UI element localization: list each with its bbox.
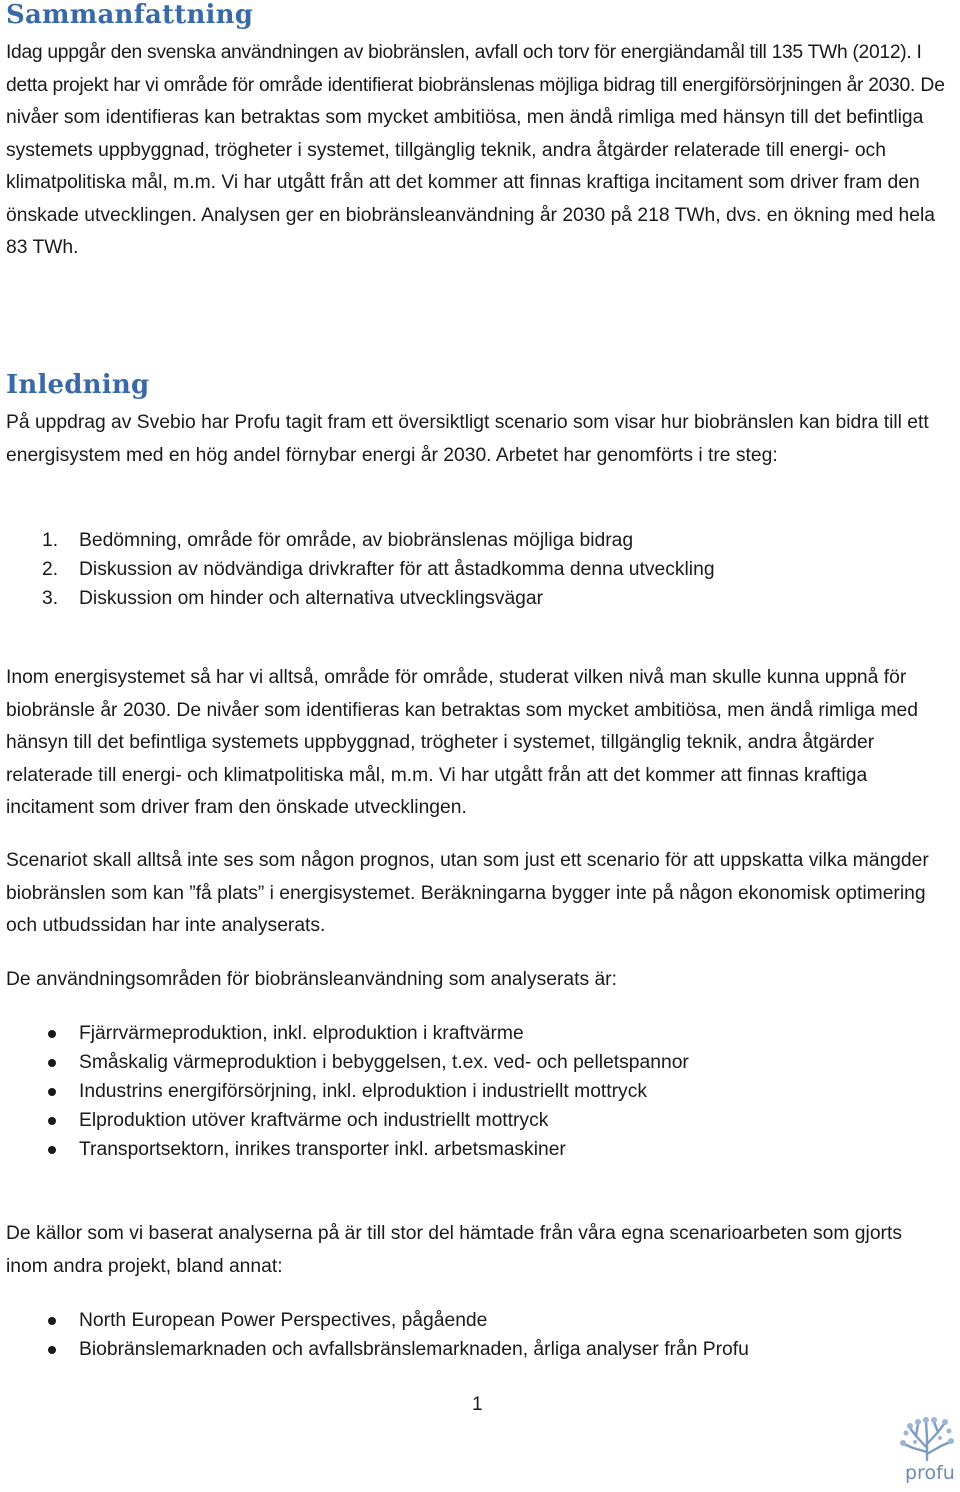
bullet-icon bbox=[48, 1030, 56, 1038]
list-item bbox=[6, 1306, 749, 1335]
sources-list bbox=[6, 1306, 749, 1364]
bullet-icon bbox=[48, 1088, 56, 1096]
area-text: Transportsektorn, inrikes transporter inkl. arbetsmaskiner bbox=[79, 1139, 566, 1160]
step-text: Diskussion om hinder och alternativa utvecklingsvägar bbox=[79, 588, 544, 609]
summary-paragraph bbox=[6, 37, 946, 265]
intro-paragraph: På uppdrag av Svebio har Profu tagit fram ett översiktligt scenario som visar hur biobränslen kan bidra till ett energisystem med en hög andel förnybar energi år 2030. Arbetet har genomförts i tre steg: bbox=[6, 412, 929, 466]
intro-heading: Inledning bbox=[6, 370, 150, 400]
summary-heading: Sammanfattning bbox=[6, 0, 254, 30]
area-text: Småskalig värmeproduktion i bebyggelsen, t.ex. ved- och pelletspannor bbox=[79, 1052, 689, 1073]
step-number: 3. bbox=[42, 588, 59, 609]
logo-text: profu bbox=[905, 1462, 955, 1484]
list-item bbox=[6, 1135, 689, 1164]
list-item bbox=[6, 1048, 689, 1077]
list-item bbox=[6, 1019, 689, 1048]
step-text: Bedömning, område för område, av biobränslenas möjliga bidrag bbox=[79, 530, 634, 551]
area-text: Fjärrvärmeproduktion, inkl. elproduktion i kraftvärme bbox=[79, 1023, 524, 1044]
list-item bbox=[6, 1106, 689, 1135]
steps-list bbox=[6, 526, 715, 613]
step-text: Diskussion av nödvändiga drivkrafter för att åstadkomma denna utveckling bbox=[79, 559, 715, 580]
list-item bbox=[6, 584, 715, 613]
bullet-icon bbox=[48, 1059, 56, 1067]
area-text: Elproduktion utöver kraftvärme och industriellt mottryck bbox=[79, 1110, 549, 1131]
step-number: 2. bbox=[42, 559, 59, 580]
source-text: North European Power Perspectives, pågående bbox=[79, 1310, 488, 1331]
energy-paragraph: Inom energisystemet så har vi alltså, område för område, studerat vilken nivå man skulle kunna uppnå för biobränsle år 2030. De nivåer som identifieras kan betraktas som mycket ambitiösa, men ändå rimliga med hänsyn till det befintliga systemets uppbyggnad, trögheter i systemet, tillgänglig teknik, andra åtgärder relaterade till energi- och klimatpolitiska mål, m.m. Vi har utgått från att det kommer att finnas kraftiga incitament som driver fram den önskade utvecklingen. bbox=[6, 667, 918, 818]
areas-paragraph: De användningsområden för biobränsleanvändning som analyserats är: bbox=[6, 969, 617, 990]
areas-list bbox=[6, 1019, 689, 1164]
sources-paragraph: De källor som vi baserat analyserna på är till stor del hämtade från våra egna scenarioarbeten som gjorts inom andra projekt, bland annat: bbox=[6, 1223, 902, 1277]
bullet-icon bbox=[48, 1146, 56, 1154]
page-number: 1 bbox=[472, 1394, 483, 1415]
summary-text-a: Idag uppgår den svenska användningen av biobränslen, avfall och torv för energiändamål till 135 TWh (2012). I detta projekt har vi område för område identifierat biobränslenas möjliga bidrag till energiförsörjningen år 2030. bbox=[6, 42, 922, 96]
list-item bbox=[6, 555, 715, 584]
bullet-icon bbox=[48, 1317, 56, 1325]
list-item bbox=[6, 526, 715, 555]
summary-text-b: De nivåer som identifieras kan betraktas som mycket ambitiösa, men ändå rimliga med hänsyn till det befintliga systemets uppbyggnad, trögheter i systemet, tillgänglig teknik, andra åtgärder relaterade till energi- och klimatpolitiska mål, m.m. Vi har utgått från att det kommer att finnas kraftiga incitament som driver fram den önskade utvecklingen. Analysen ger en biobränsleanvändning år 2030 på 218 TWh, dvs. en ökning med hela 83 TWh. bbox=[6, 74, 945, 258]
list-item bbox=[6, 1077, 689, 1106]
list-item bbox=[6, 1335, 749, 1364]
source-text: Biobränslemarknaden och avfallsbränslemarknaden, årliga analyser från Profu bbox=[79, 1339, 749, 1360]
bullet-icon bbox=[48, 1346, 56, 1354]
area-text: Industrins energiförsörjning, inkl. elproduktion i industriellt mottryck bbox=[79, 1081, 647, 1102]
bullet-icon bbox=[48, 1117, 56, 1125]
step-number: 1. bbox=[42, 530, 59, 551]
scenario-paragraph: Scenariot skall alltså inte ses som någon prognos, utan som just ett scenario för att uppskatta vilka mängder biobränslen som kan ”få plats” i energisystemet. Beräkningarna bygger inte på någon ekonomisk optimering och utbudssidan har inte analyserats. bbox=[6, 850, 929, 936]
